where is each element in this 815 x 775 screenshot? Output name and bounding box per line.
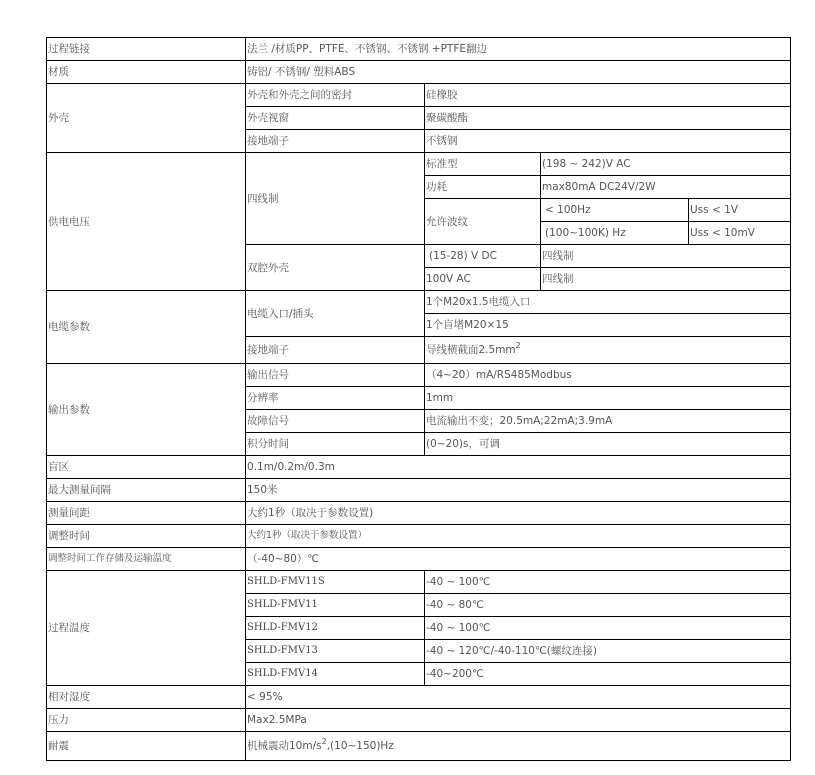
value-humidity: < 95%: [246, 686, 791, 709]
value-output-resolution: 1mm: [425, 387, 791, 410]
row-humidity: [47, 686, 791, 709]
value-cable-entry-2: 1个盲堵M20×15: [425, 314, 791, 337]
label-output-resolution: 分辨率: [246, 387, 425, 410]
cable-ground-text: 导线横截面2.5mm: [426, 344, 516, 356]
label-power-supply: 供电电压: [47, 153, 246, 291]
row-pressure: [47, 709, 791, 732]
label-storage-temp: 调整时间工作存储及运输温度: [47, 548, 246, 571]
value-housing-window: 聚碳酸酯: [425, 107, 791, 130]
value-vibration: [246, 732, 791, 761]
ripple-limit-low: Uss < 1V: [689, 199, 791, 222]
label-housing-ground: 接地端子: [246, 130, 425, 153]
label-max-range: 最大测量间隔: [47, 479, 246, 502]
vibration-sup: 2: [321, 737, 327, 746]
label-cable-ground: 接地端子: [246, 337, 425, 364]
model-5: SHLD-FMV14: [246, 663, 425, 686]
vibration-text: 机械震动10m/s: [247, 740, 322, 752]
label-ripple: 允许波纹: [425, 199, 541, 245]
model-4: SHLD-FMV13: [246, 640, 425, 663]
model-1: SHLD-FMV11S: [246, 571, 425, 594]
label-process-temp: 过程温度: [47, 571, 246, 686]
label-output-signal: 输出信号: [246, 364, 425, 387]
row-vibration: [47, 732, 791, 761]
value-housing-seal: 硅橡胶: [425, 84, 791, 107]
label-process-connection: 过程链接: [47, 38, 246, 61]
row-max-range: [47, 479, 791, 502]
label-housing: 外壳: [47, 84, 246, 153]
label-adjust-time: 调整时间: [47, 525, 246, 548]
range-1: -40 ~ 100℃: [425, 571, 791, 594]
value-output-signal: （4~20）mA/RS485Modbus: [425, 364, 791, 387]
spec-table: [46, 37, 791, 761]
label-vibration: 耐震: [47, 732, 246, 761]
label-standard: 标准型: [425, 153, 541, 176]
label-consumption: 功耗: [425, 176, 541, 199]
value-output-integration: (0~20)s，可调: [425, 433, 791, 456]
model-3: SHLD-FMV12: [246, 617, 425, 640]
model-2: SHLD-FMV11: [246, 594, 425, 617]
range-2: -40 ~ 80℃: [425, 594, 791, 617]
label-pressure: 压力: [47, 709, 246, 732]
value-pressure: Max2.5MPa: [246, 709, 791, 732]
value-measure-interval: 大约1秒（取决于参数设置): [246, 502, 791, 525]
label-housing-seal: 外壳和外壳之间的密封: [246, 84, 425, 107]
label-cable-entry: 电缆入口/插头: [246, 291, 425, 337]
row-material: [47, 61, 791, 84]
label-output: 输出参数: [47, 364, 246, 456]
value-max-range: 150米: [246, 479, 791, 502]
value-housing-ground: 不锈钢: [425, 130, 791, 153]
range-4: -40 ~ 120℃/-40-110℃(螺纹连接): [425, 640, 791, 663]
value-process-connection: 法兰 /材质PP、PTFE、不锈钢、不锈钢 +PTFE翻边: [246, 38, 791, 61]
row-adjust-time: [47, 525, 791, 548]
dual-voltage-ac: 100V AC: [425, 268, 541, 291]
vibration-text-post: ,(10~150)Hz: [326, 740, 394, 752]
label-humidity: 相对湿度: [47, 686, 246, 709]
row-output-signal: [47, 364, 791, 387]
row-power-standard: [47, 153, 791, 176]
row-housing-seal: [47, 84, 791, 107]
label-measure-interval: 测量间距: [47, 502, 246, 525]
range-5: -40~200℃: [425, 663, 791, 686]
value-standard: (198 ~ 242)V AC: [541, 153, 791, 176]
value-consumption: max80mA DC24V/2W: [541, 176, 791, 199]
dual-wiring-ac: 四线制: [541, 268, 791, 291]
row-measure-interval: [47, 502, 791, 525]
label-cable: 电缆参数: [47, 291, 246, 364]
ripple-freq-low: < 100Hz: [541, 199, 689, 222]
label-material: 材质: [47, 61, 246, 84]
value-output-fault: 电流输出不变；20.5mA;22mA;3.9mA: [425, 410, 791, 433]
row-storage-temp: [47, 548, 791, 571]
value-blind-zone: 0.1m/0.2m/0.3m: [246, 456, 791, 479]
row-process-temp-1: [47, 571, 791, 594]
cable-ground-sup: 2: [515, 341, 521, 350]
label-output-integration: 积分时间: [246, 433, 425, 456]
ripple-limit-high: Uss < 10mV: [689, 222, 791, 245]
ripple-freq-high: (100~100K) Hz: [541, 222, 689, 245]
dual-wiring-dc: 四线制: [541, 245, 791, 268]
row-blind-zone: [47, 456, 791, 479]
label-blind-zone: 盲区: [47, 456, 246, 479]
row-process-connection: [47, 38, 791, 61]
range-3: -40 ~ 100℃: [425, 617, 791, 640]
dual-voltage-dc: (15-28) V DC: [425, 245, 541, 268]
row-cable-entry-1: [47, 291, 791, 314]
value-adjust-time: 大约1秒（取决于参数设置）: [246, 525, 791, 548]
label-dual-chamber: 双腔外壳: [246, 245, 425, 291]
value-material: 铸铝/ 不锈钢/ 塑料ABS: [246, 61, 791, 84]
value-storage-temp: （-40~80）℃: [246, 548, 791, 571]
value-cable-entry-1: 1个M20x1.5电缆入口: [425, 291, 791, 314]
label-four-wire: 四线制: [246, 153, 425, 245]
label-housing-window: 外壳视窗: [246, 107, 425, 130]
value-cable-ground: [425, 337, 791, 364]
label-output-fault: 故障信号: [246, 410, 425, 433]
